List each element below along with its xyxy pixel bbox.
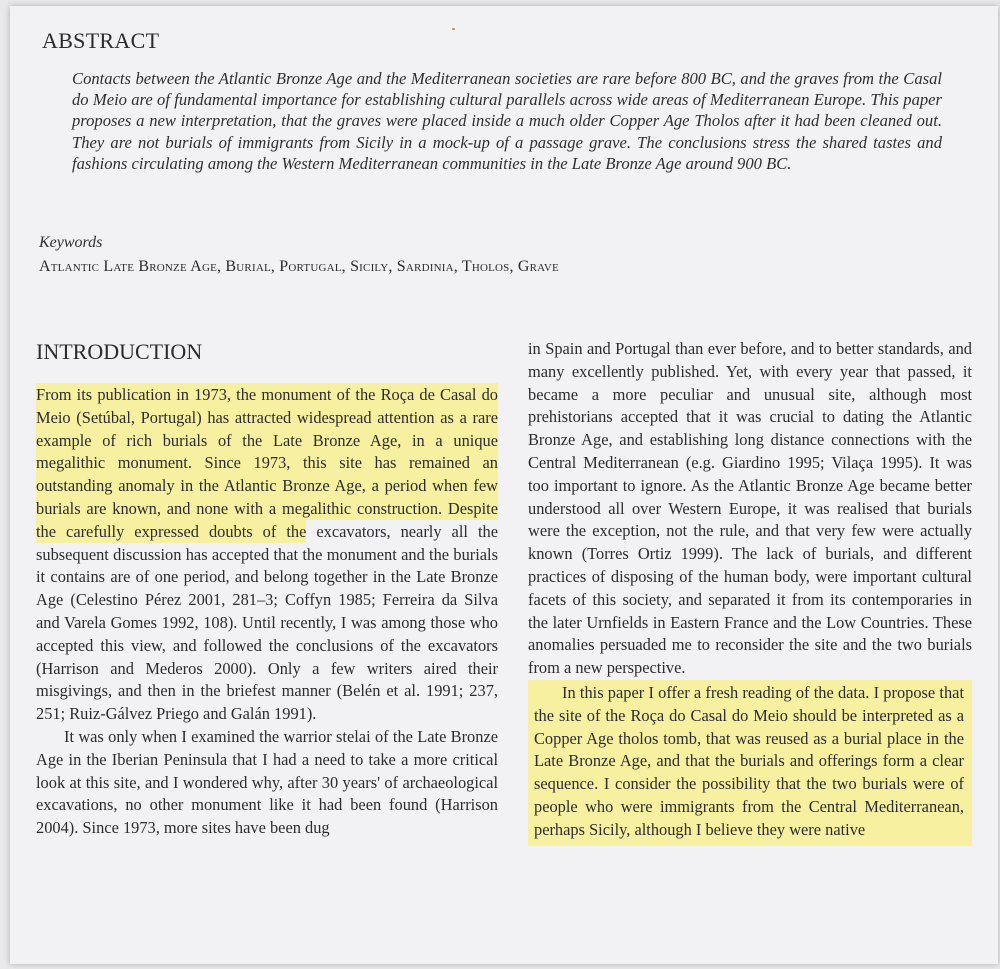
- paper-page: [10, 6, 998, 964]
- paper-speck: [452, 28, 455, 30]
- abstract-heading: ABSTRACT: [42, 28, 160, 53]
- right-column: [528, 338, 972, 846]
- keywords-list: Atlantic Late Bronze Age, Burial, Portugal, Sicily, Sardinia, Tholos, Grave: [39, 258, 559, 275]
- paragraph-text: excavators, nearly all the subsequent discussion has accepted that the monument and the burials it contains are of one period, and belong together in the Late Bronze Age (Celestino Pérez 2001, 281–3; Coffyn 1985; Ferreira da Silva and Varela Gomes 1992, 108). Until recently, I was among those who accepted this view, and followed the conclusions of the excavators (Harrison and Mederos 2000). Only a few writers aired their misgivings, and then in the briefest manner (Belén et al. 1991; 237, 251; Ruiz-Gálvez Priego and Galán 1991).: [36, 521, 498, 724]
- highlighted-passage: From its publication in 1973, the monument of the Roça de Casal do Meio (Setúbal, Portugal) has attracted widespread attention as a rare example of rich burials of the Late Bronze Age, in a unique megalithic monument. Since 1973, this site has remained an outstanding anomaly in the Atlantic Bronze Age, a period when few burials are known, and none with a megalithic construction. Despite the carefully expressed doubts of the: [36, 385, 498, 541]
- abstract-body: Contacts between the Atlantic Bronze Age and the Mediterranean societies are rare before 800 BC, and the graves from the Casal do Meio are of fundamental importance for establishing cultural parallels across wide areas of Mediterranean Europe. This paper proposes a new interpretation, that the graves were placed inside a much older Copper Age Tholos after it had been cleaned out. They are not burials of immigrants from Sicily in a mock-up of a passage grave. The conclusions stress the shared tastes and fashions circulating among the Western Mediterranean communities in the Late Bronze Age around 900 BC.: [72, 69, 942, 173]
- highlighted-paragraph: In this paper I offer a fresh reading of the data. I propose that the site of the Roça do Casal do Meio should be interpreted as a Copper Age tholos tomb, that was reused as a burial place in the Late Bronze Age, and that the burials and offerings form a clear sequence. I consider the possibility that the two burials were of people who were immigrants from the Central Mediterranean, perhaps Sicily, although I believe they were native: [528, 680, 972, 846]
- intro-paragraph-3: in Spain and Portugal than ever before, and to better standards, and many excellently published. Yet, with every year that passed, it became a more peculiar and unusual site, although most prehistorians accepted that it was crucial to dating the Atlantic Bronze Age, and establishing long distance connections with the Central Mediterranean (e.g. Giardino 1995; Vilaça 1995). It was too important to ignore. As the Atlantic Bronze Age became better understood all over Western Europe, it was realised that burials were the exception, not the rule, and that very few were actually known (Torres Ortiz 1999). The lack of burials, and different practices of disposing of the human body, were important cultural facets of this society, and separated it from its contemporaries in the later Urnfields in Eastern France and the Low Countries. These anomalies persuaded me to reconsider the site and the two burials from a new perspective.: [528, 339, 972, 678]
- keywords-label: Keywords: [39, 234, 103, 251]
- left-column: [36, 384, 498, 840]
- introduction-heading: INTRODUCTION: [36, 339, 203, 364]
- intro-paragraph-1: [36, 384, 498, 726]
- intro-paragraph-2: It was only when I examined the warrior stelai of the Late Bronze Age in the Iberian Peninsula that I had a need to take a more critical look at this site, and I wondered why, after 30 years' of archaeological excavations, no other monument like it had been found (Harrison 2004). Since 1973, more sites have been dug: [36, 726, 498, 838]
